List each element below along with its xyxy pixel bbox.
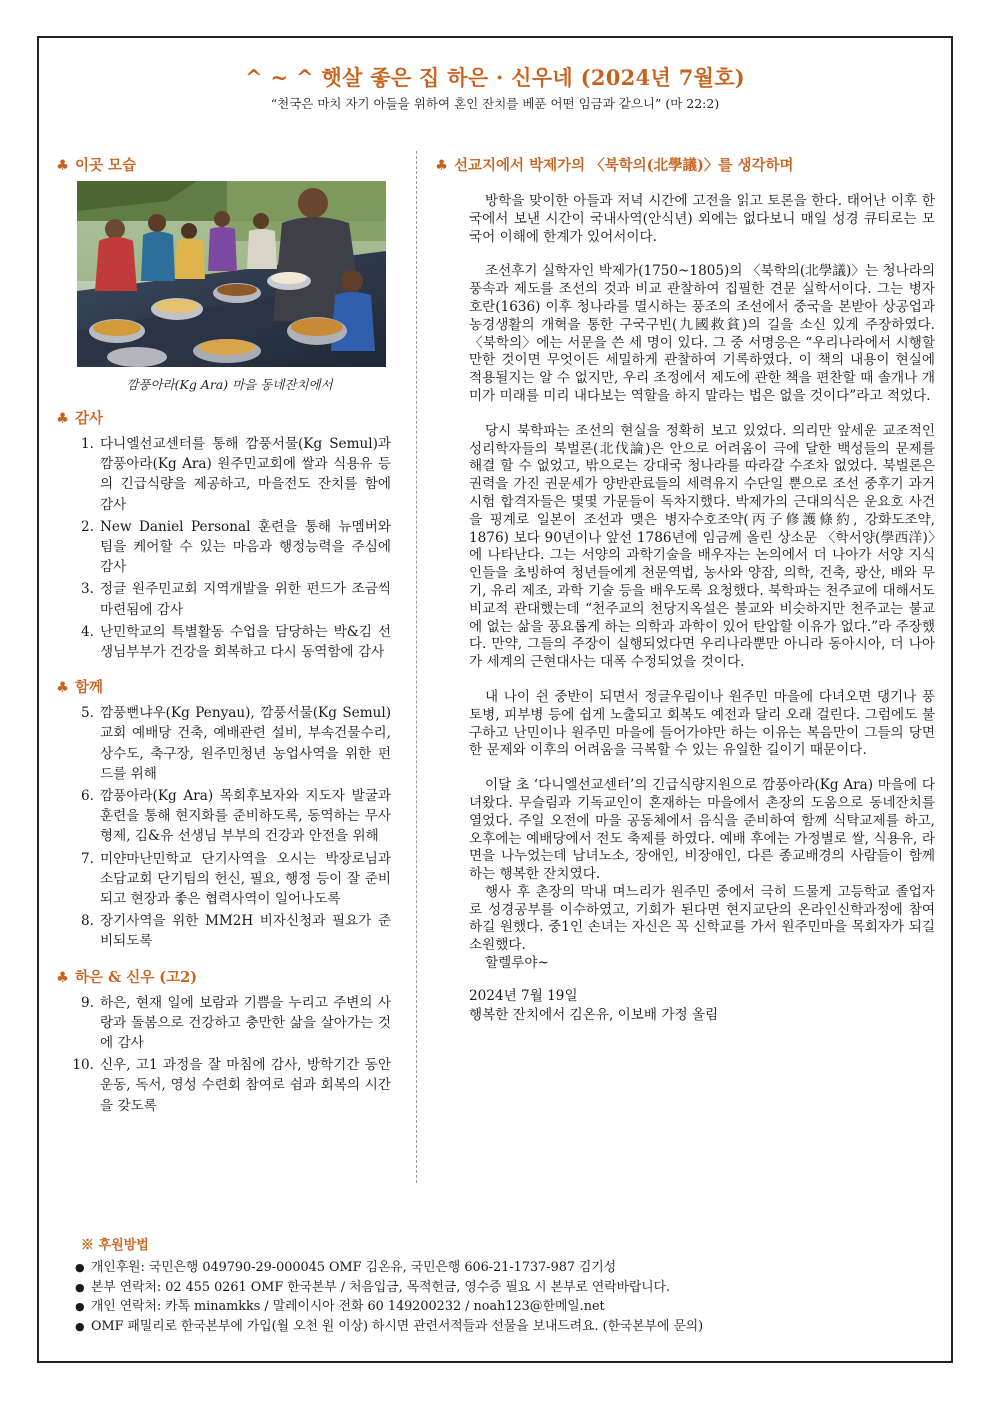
club-icon: ♣: [56, 968, 69, 986]
bullet-icon: ●: [75, 1261, 85, 1274]
list-item: 1. 다니엘선교센터를 통해 깜풍서물(Kg Semul)과 깜풍아라(Kg Ara) 원주민교회에 쌀과 식용유 등의 긴급식량을 제공하고, 마을전도 잔치를 함에 감사: [81, 436, 391, 513]
essay-paragraph: 행사 후 촌장의 막내 며느리가 원주민 중에서 극히 드물게 고등학교 졸업자로 성경공부를 이수하였고, 기회가 된다면 현지교단의 온라인신학과정에 참여하길 원했다. 중1인 손녀는 자신은 꼭 신학교를 가서 원주민마을 목회자가 되길 소원했다.: [469, 883, 935, 954]
essay-paragraph: 내 나이 쉰 중반이 되면서 정글우림이나 원주민 마을에 다녀오면 댕기나 풍토병, 피부병 등에 쉽게 노출되고 회복도 예전과 달리 오래 걸린다. 그럼에도 불구하고 난민이나 원주민 마을에 들어가야만 하는 이유는 복음만이 그들의 당면한 문제와 이후의 어려움을 극복할 수 있는 유일한 길이기 때문이다.: [469, 688, 935, 759]
kids-heading: ♣ 하은 & 신우 (고2): [56, 968, 198, 986]
list-item: ● OMF 패밀리로 한국본부에 가입(월 오천 원 이상) 하시면 관련서적들과 선물을 보내드려요. (한국본부에 문의): [73, 1317, 933, 1337]
list-item: ● 개인후원: 국민은행 049790-29-000045 OMF 김온유, 국민은행 606-21-1737-987 김기성: [73, 1258, 933, 1278]
thanks-heading: ♣ 감사: [56, 410, 104, 427]
support-heading: ※ 후원방법: [81, 1238, 149, 1253]
hallelujah-line: 할렐루야~: [485, 955, 549, 972]
list-item: ● 개인 연락처: 카톡 minamkks / 말레이시아 전화 60 149200232 / noah123@한메일.net: [73, 1297, 933, 1317]
list-item: ● 본부 연락처: 02 455 0261 OMF 한국본부 / 처음입금, 목적헌금, 영수증 필요 시 본부로 연락바랍니다.: [73, 1278, 933, 1298]
column-divider: [416, 151, 417, 1183]
scene-heading: ♣ 이곳 모습: [56, 157, 137, 174]
letter-date: 2024년 7월 19일: [469, 987, 578, 1004]
list-item: 3. 정글 원주민교회 지역개발을 위한 펀드가 조금씩 마련됨에 감사: [81, 581, 391, 618]
bullet-icon: ●: [75, 1280, 85, 1294]
left-column: [56, 154, 391, 1130]
club-icon: ♣: [56, 157, 69, 174]
club-icon: ♣: [56, 410, 69, 427]
village-feast-photo: [77, 181, 386, 367]
essay-paragraph: 이달 초 ‘다니엘선교센터’의 긴급식량지원으로 깜풍아라(Kg Ara) 마을에 다녀왔다. 무슬림과 기독교인이 혼재하는 마을에서 촌장의 도움으로 동네잔치를 열었다. 주일 오전에 마을 공동체에서 음식을 준비하여 함께 식탁교제를 하고, 오후에는 예배당에서 전도 축제를 하였다. 예배 후에는 가정별로 쌀, 식용유, 라면을 나누었는데 남녀노소, 장애인, 비장애인, 다른 종교배경의 사람들이 함께하는 행복한 잔치였다.: [469, 777, 935, 883]
list-item: 2. New Daniel Personal 훈련을 통해 뉴멤버와 팀을 케어할 수 있는 마음과 행정능력을 주심에 감사: [81, 518, 391, 576]
list-item: 6. 깜풍아라(Kg Ara) 목회후보자와 지도자 발굴과 훈련을 통해 현지화를 준비하도록, 동역하는 무사형제, 김&유 선생님 부부의 건강과 안전을 위해: [81, 788, 391, 845]
photo-caption: 깜풍아라(Kg Ara) 마을 동네잔치에서: [126, 377, 333, 392]
letter-signature: 행복한 잔치에서 김온유, 이보배 가정 올림: [469, 1006, 719, 1023]
newsletter-frame: [37, 36, 953, 1363]
list-item: 7. 미얀마난민학교 단기사역을 오시는 박장로님과 소담교회 단기팀의 헌신, 필요, 행정 등이 잘 준비되고 현장과 좋은 협력사역이 일어나도록: [81, 850, 391, 908]
bullet-icon: ●: [75, 1300, 85, 1314]
list-item: 5. 깜풍뻔냐우(Kg Penyau), 깜풍서물(Kg Semul) 교회 예배당 건축, 예배관련 설비, 부속건물수리, 상수도, 축구장, 원주민청년 농업사역을 위한 펀드를 위해: [81, 705, 391, 782]
bullet-icon: ●: [75, 1319, 85, 1333]
list-item: 9. 하은, 현재 일에 보람과 기쁨을 누리고 주변의 사랑과 돌봄으로 건강하고 충만한 삶을 살아가는 것에 감사: [81, 994, 391, 1052]
scripture-verse: “천국은 마치 자기 아들을 위하여 혼인 잔치를 베푼 어떤 임금과 같으니” (마 22:2): [270, 96, 720, 111]
essay-paragraph: 당시 북학파는 조선의 현실을 정확히 보고 있었다. 의리만 앞세운 교조적인 성리학자들의 북벌론(北伐論)은 안으로 어려움이 극에 달한 백성들의 문제를 해결 할 수 없었고, 밖으로는 강대국 청나라를 따라갈 수조차 없었다. 북벌론은 권력을 가진 권문세가 양반관료들의 세력유지 수단일 뿐으로 조선 중후기 과거시험 합격자들은 몇몇 가문들이 독차지했다. 박제가의 근대의식은 운요호 사건을 핑계로 일본이 조선과 맺은 병자수호조약(丙子修護條約, 강화도조약, 1876) 보다 90년이나 앞선 1786년에 임금께 올린 상소문 〈학서양(學西洋)〉에 나타난다. 그는 서양의 과학기술을 배우자는 논의에서 더 나아가 서양 지식인들을 초빙하여 청년들에게 천문역법, 농사와 양잠, 의학, 건축, 광산, 배와 무기, 유리 제조, 과학 기술 등을 배우도록 요청했다. 북학파는 천주교에 대해서도 비교적 관대했는데 “천주교의 천당지옥설은 불교와 비슷하지만 천주교는 불교에 없는 삶을 풍요롭게 하는 의학과 과학이 있어 탄압할 이유가 없다.”라 주장했다. 만약, 그들의 주장이 실행되었다면 우리나라뿐만 아니라 동아시아, 더 나아가 세계의 근현대사는 대폭 수정되었을 것이다.: [469, 422, 935, 671]
kids-list: [56, 993, 391, 1116]
essay-paragraph: 방학을 맞이한 아들과 저녁 시간에 고전을 읽고 토론을 한다. 태어난 이후 한국에서 보낸 시간이 국내사역(안식년) 외에는 없다보니 매일 성경 큐티로는 모국어 이해에 한계가 있어서이다.: [469, 193, 935, 245]
list-item: 8. 장기사역을 위한 MM2H 비자신청과 필요가 준비되도록: [81, 913, 391, 950]
essay-heading: ♣ 선교지에서 박제가의 〈북학의(北學議)〉를 생각하며: [435, 157, 794, 174]
newsletter-title: ^ ~ ^ 햇살 좋은 집 하은 · 신우네 (2024년 7월호): [244, 65, 746, 90]
together-heading: ♣ 함께: [56, 679, 104, 697]
support-section: [73, 1234, 933, 1336]
together-list: [56, 703, 391, 951]
list-item: 4. 난민학교의 특별활동 수업을 담당하는 박&김 선생님부부가 건강을 회복하고 다시 동역함에 감사: [81, 623, 391, 661]
club-icon: ♣: [56, 679, 69, 697]
right-column: [435, 154, 935, 1025]
thanks-list: [56, 434, 391, 662]
club-icon: ♣: [435, 157, 448, 174]
support-list: [73, 1258, 933, 1336]
essay-paragraph: 조선후기 실학자인 박제가(1750~1805)의 〈북학의(北學議)〉는 청나라의 풍속과 제도를 조선의 것과 비교 관찰하여 집필한 견문 실학서이다. 그는 병자호란(1636) 이후 청나라를 멸시하는 풍조의 조선에서 중국을 본받아 상공업과 농경생활의 개혁을 통한 구국구빈(九國救貧)의 길을 소신 있게 주장하였다. 〈북학의〉에는 서문을 쓴 세 명이 있다. 그 중 서명응은 “우리나라에서 시행할 만한 것이면 무엇이든 세밀하게 관찰하여 기록하였다. 이 책의 내용이 현실에 적용될지는 알 수 없지만, 우리 조정에서 제도에 관한 책을 편찬할 때 솔개나 개미가 미래를 미리 내다보는 역할을 하지 말라는 법은 없을 것이다”라고 적었다.: [469, 263, 935, 404]
list-item: 10. 신우, 고1 과정을 잘 마침에 감사, 방학기간 동안 운동, 독서, 영성 수련회 참여로 쉼과 회복의 시간을 갖도록: [72, 1057, 391, 1114]
